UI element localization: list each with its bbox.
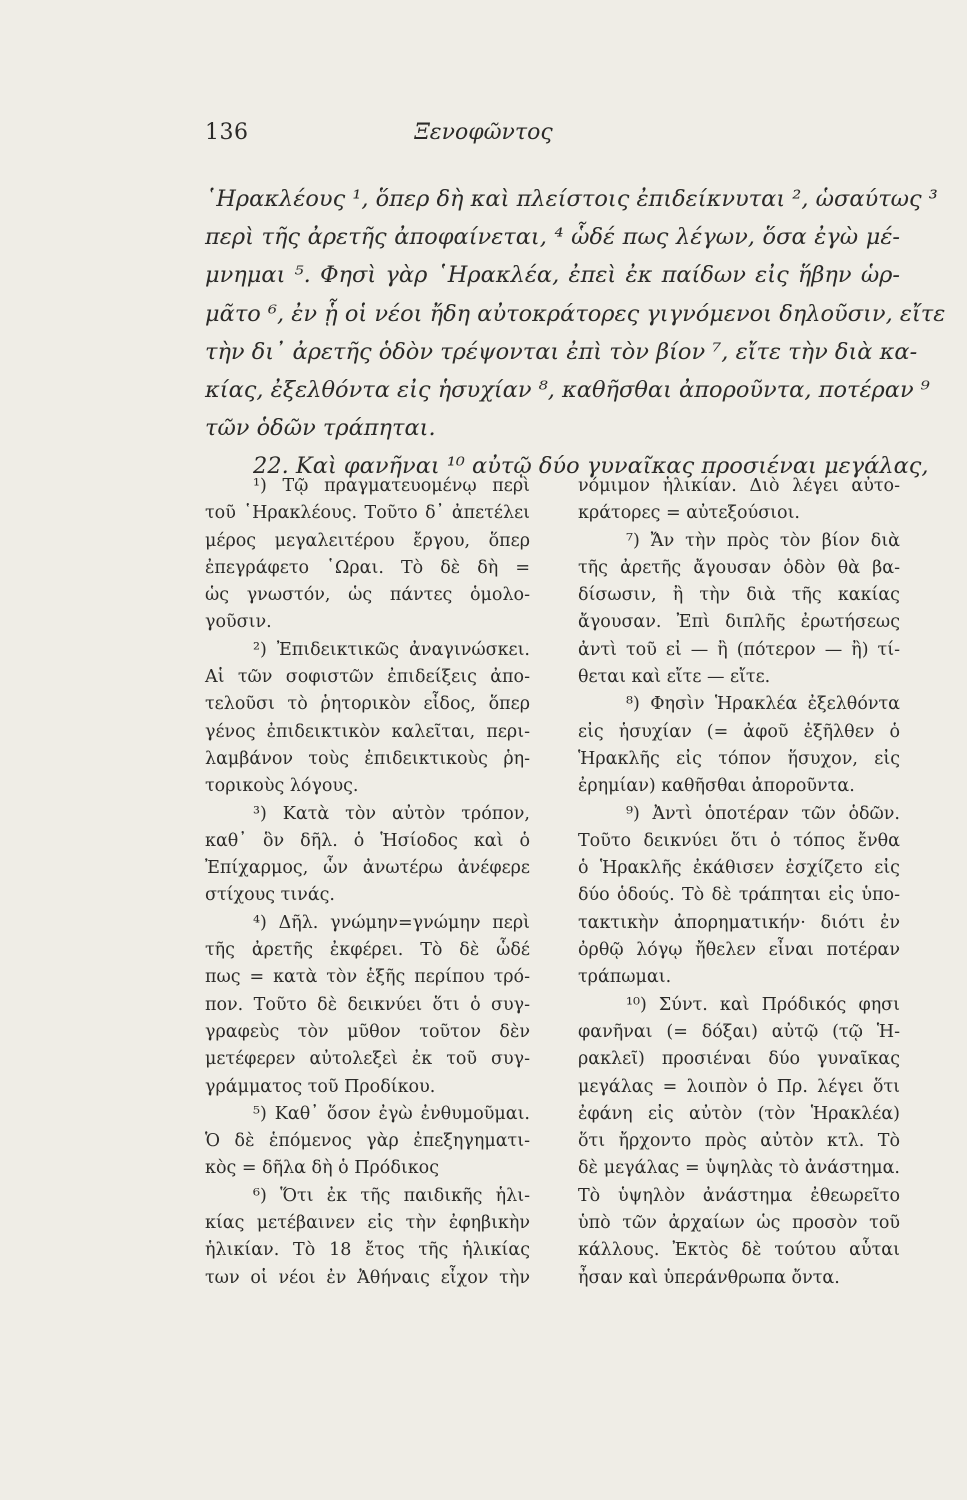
main-text-line: περὶ τῆς ἀρετῆς ἀποφαίνεται, ⁴ ὧδέ πως λέγων, ὅσα ἐγὼ μέ- bbox=[205, 224, 900, 251]
footnote-line: ⁷) Ἄν τὴν πρὸς τὸν βίον διὰ bbox=[626, 530, 900, 551]
footnote-line: ⁶) Ὅτι ἐκ τῆς παιδικῆς ἡλι- bbox=[253, 1185, 530, 1206]
footnote-line: ³) Κατὰ τὸν αὐτὸν τρόπον, bbox=[253, 803, 530, 824]
footnote-line: δύο ὁδούς. Τὸ δὲ τράπηται εἰς ὑπο- bbox=[578, 885, 900, 906]
footnote-line: ρακλεῖ) προσιέναι δύο γυναῖκας bbox=[578, 1049, 900, 1070]
page-number: 136 bbox=[205, 120, 249, 145]
footnote-line: καθ᾽ ὃν δῆλ. ὁ Ἡσίοδος καὶ ὁ bbox=[205, 830, 530, 851]
footnote-line: μετέφερεν αὐτολεξεὶ ἐκ τοῦ συγ- bbox=[205, 1049, 530, 1070]
main-text-line: μνημαι ⁵. Φησὶ γὰρ ῾Ηρακλέα, ἐπεὶ ἐκ παίδων εἰς ἥβην ὡρ- bbox=[205, 262, 900, 289]
main-text-line: τὴν δι᾽ ἀρετῆς ὁδὸν τρέψονται ἐπὶ τὸν βίον ⁷, εἴτε τὴν διὰ κα- bbox=[205, 338, 918, 365]
footnote-line: λαμβάνον τοὺς ἐπιδεικτικοὺς ῥη- bbox=[205, 748, 530, 769]
main-text-line: ῾Ηρακλέους ¹, ὅπερ δὴ καὶ πλείστοις ἐπιδείκνυται ², ὡσαύτως ³ bbox=[205, 186, 938, 212]
footnote-line: ἀντὶ τοῦ εἰ — ἢ (πότερον — ἢ) τί- bbox=[578, 639, 900, 660]
running-head: Ξενοφῶντος bbox=[414, 120, 553, 145]
footnote-line: θεται καὶ εἴτε — εἴτε. bbox=[578, 667, 771, 688]
footnote-line: κίας μετέβαινεν εἰς τὴν ἐφηβικὴν bbox=[205, 1213, 530, 1234]
footnote-line: πως = κατὰ τὸν ἑξῆς περίπου τρό- bbox=[205, 967, 530, 988]
footnote-line: ὡς γνωστόν, ὡς πάντες ὁμολο- bbox=[205, 585, 530, 606]
footnote-line: γοῦσιν. bbox=[205, 612, 272, 633]
footnote-line: δίσωσιν, ἢ τὴν διὰ τῆς κακίας bbox=[578, 585, 900, 606]
footnote-line: ὁ Ἡρακλῆς ἐκάθισεν ἐσχίζετο εἰς bbox=[578, 858, 900, 879]
footnote-line: μεγάλας = λοιπὸν ὁ Πρ. λέγει ὅτι bbox=[578, 1076, 900, 1097]
footnote-line: στίχους τινάς. bbox=[205, 885, 335, 906]
footnote-line: τελοῦσι τὸ ῥητορικὸν εἶδος, ὅπερ bbox=[205, 694, 530, 715]
footnote-line: ὑπὸ τῶν ἀρχαίων ὡς προσὸν τοῦ bbox=[578, 1213, 900, 1234]
page-header bbox=[0, 120, 967, 160]
footnotes-left-column bbox=[205, 473, 530, 1292]
footnote-line: μέρος μεγαλειτέρου ἔργου, ὅπερ bbox=[205, 530, 530, 551]
footnote-line: ἦσαν καὶ ὑπεράνθρωπα ὄντα. bbox=[578, 1267, 840, 1288]
footnote-line: των οἱ νέοι ἐν Ἀθήναις εἶχον τὴν bbox=[205, 1267, 530, 1288]
footnote-line: ¹) Τῷ πραγματευομένῳ περὶ bbox=[253, 476, 530, 496]
footnote-line: τράπωμαι. bbox=[578, 967, 672, 988]
footnote-line: Αἱ τῶν σοφιστῶν ἐπιδείξεις ἀπο- bbox=[205, 667, 530, 688]
footnote-line: ⁹) Ἀντὶ ὁποτέραν τῶν ὁδῶν. bbox=[626, 803, 900, 824]
footnote-line: δὲ μεγάλας = ὑψηλὰς τὸ ἀνάστημα. bbox=[578, 1158, 900, 1179]
footnote-line: κὸς = δῆλα δὴ ὁ Πρόδικος bbox=[205, 1158, 439, 1179]
section-22-line: 22. Καὶ φανῆναι ¹⁰ αὐτῷ δύο γυναῖκας προσιέναι μεγάλας, bbox=[253, 453, 929, 480]
footnotes-right-column bbox=[578, 473, 900, 1292]
footnote-line: γράμματος τοῦ Προδίκου. bbox=[205, 1076, 436, 1097]
main-text bbox=[205, 180, 946, 486]
footnote-line: Τὸ ὑψηλὸν ἀνάστημα ἐθεωρεῖτο bbox=[578, 1185, 900, 1206]
footnote-line: Ἡρακλῆς εἰς τόπον ἥσυχον, εἰς bbox=[578, 748, 900, 769]
footnote-line: ἄγουσαν. Ἐπὶ διπλῆς ἐρωτήσεως bbox=[578, 612, 900, 633]
footnote-line: νόμιμον ἡλικίαν. Διὸ λέγει αὐτο- bbox=[578, 476, 900, 496]
footnote-line: πον. Τοῦτο δὲ δεικνύει ὅτι ὁ συγ- bbox=[205, 994, 530, 1015]
footnote-line: ὀρθῷ λόγῳ ἤθελεν εἶναι ποτέραν bbox=[578, 940, 900, 961]
footnote-line: ἡλικίαν. Τὸ 18 ἔτος τῆς ἡλικίας bbox=[205, 1240, 530, 1261]
footnote-line: ἐρημίαν) καθῆσθαι ἀποροῦντα. bbox=[578, 776, 855, 797]
footnote-line: ἐφάνη εἰς αὐτὸν (τὸν Ἡρακλέα) bbox=[578, 1103, 900, 1124]
footnote-line: ἐπεγράφετο ῾Ωραι. Τὸ δὲ δὴ = bbox=[205, 557, 530, 578]
footnote-line: τῆς ἀρετῆς ἐκφέρει. Τὸ δὲ ὧδέ bbox=[205, 940, 530, 961]
footnote-line: γραφεὺς τὸν μῦθον τοῦτον δὲν bbox=[205, 1021, 530, 1042]
footnote-line: ὅτι ἤρχοντο πρὸς αὐτὸν κτλ. Τὸ bbox=[578, 1131, 900, 1152]
footnote-line: γένος ἐπιδεικτικὸν καλεῖται, περι- bbox=[205, 721, 530, 742]
footnote-line: ⁸) Φησὶν Ἡρακλέα ἐξελθόντα bbox=[626, 694, 900, 715]
main-text-line: τῶν ὁδῶν τράπηται. bbox=[205, 415, 436, 442]
footnote-line: Ἐπίχαρμος, ὧν ἀνωτέρω ἀνέφερε bbox=[205, 858, 530, 879]
footnote-line: φανῆναι (= δόξαι) αὐτῷ (τῷ Ἡ- bbox=[578, 1021, 900, 1042]
footnote-line: ²) Ἐπιδεικτικῶς ἀναγινώσκει. bbox=[253, 639, 530, 660]
footnote-line: ⁴) Δῆλ. γνώμην=γνώμην περὶ bbox=[253, 912, 530, 933]
main-text-line: κίας, ἐξελθόντα εἰς ἡσυχίαν ⁸, καθῆσθαι ἀποροῦντα, ποτέραν ⁹ bbox=[205, 376, 930, 403]
footnote-line: τακτικὴν ἀπορηματικήν· διότι ἐν bbox=[578, 912, 900, 933]
footnote-line: τῆς ἀρετῆς ἄγουσαν ὁδὸν θὰ βα- bbox=[578, 557, 900, 578]
footnote-line: κάλλους. Ἐκτὸς δὲ τούτου αὗται bbox=[578, 1240, 900, 1261]
footnote-line: ¹⁰) Σύντ. καὶ Πρόδικός φησι bbox=[626, 994, 900, 1015]
footnote-line: Τοῦτο δεικνύει ὅτι ὁ τόπος ἔνθα bbox=[578, 830, 900, 851]
footnote-line: τορικοὺς λόγους. bbox=[205, 776, 359, 797]
footnote-line: εἰς ἡσυχίαν (= ἀφοῦ ἐξῆλθεν ὁ bbox=[578, 721, 900, 742]
footnote-line: κράτορες = αὐτεξούσιοι. bbox=[578, 503, 800, 524]
footnote-line: ⁵) Καθ᾽ ὅσον ἐγὼ ἐνθυμοῦμαι. bbox=[253, 1103, 530, 1124]
main-text-line: μᾶτο ⁶, ἐν ᾗ οἱ νέοι ἤδη αὐτοκράτορες γιγνόμενοι δηλοῦσιν, εἴτε bbox=[205, 300, 946, 327]
footnote-line: Ὁ δὲ ἑπόμενος γὰρ ἐπεξηγηματι- bbox=[205, 1131, 530, 1152]
footnote-line: τοῦ ῾Ηρακλέους. Τοῦτο δ᾽ ἀπετέλει bbox=[205, 503, 530, 524]
